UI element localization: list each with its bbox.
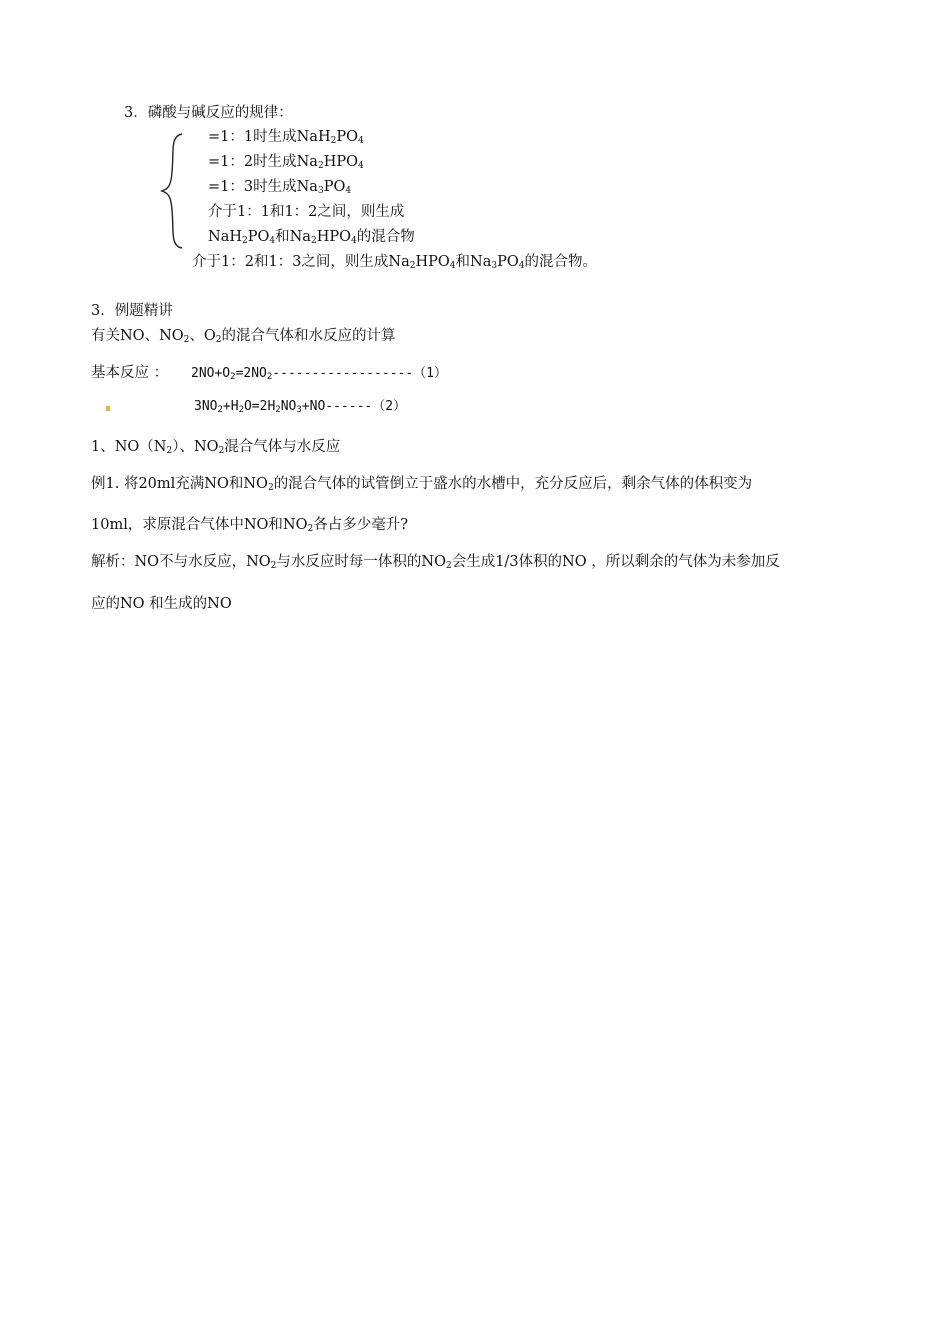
- formula-part: Na: [296, 154, 318, 170]
- subscript: 2: [238, 405, 244, 415]
- example-label: 例1.: [91, 476, 120, 492]
- subscript: 2: [215, 335, 222, 345]
- subscript: 2: [445, 561, 452, 571]
- formula-part: HPO: [415, 254, 450, 270]
- formula-part: Na: [388, 254, 410, 270]
- subscript: 2: [230, 372, 236, 382]
- ratio-rule-6: [192, 253, 597, 271]
- formula-part: NaH: [296, 129, 331, 145]
- ratio-rule-5: [208, 228, 415, 246]
- equation-text: +NO------（2）: [301, 399, 407, 414]
- subscript: 4: [357, 136, 364, 146]
- subscript: 4: [350, 236, 357, 246]
- subscript: 2: [183, 335, 190, 345]
- analysis-text: 与水反应时每一体积的NO: [276, 554, 446, 570]
- formula-part: Na: [289, 229, 311, 245]
- subscript: 3: [491, 261, 498, 271]
- example-1-line-1: [91, 475, 752, 493]
- subscript: 2: [307, 524, 314, 534]
- subscript: 2: [270, 561, 277, 571]
- topic-text: 、O: [189, 328, 216, 344]
- formula-part: PO: [336, 129, 358, 145]
- subscript: 3: [296, 405, 302, 415]
- subscript: 2: [275, 405, 281, 415]
- analysis-line-2: [91, 595, 232, 613]
- equation-text: NO: [280, 399, 297, 414]
- formula-part: NaH: [208, 229, 242, 245]
- formula-part: HPO: [316, 229, 351, 245]
- phosphoric-heading: [124, 104, 293, 122]
- subscript: 2: [166, 446, 173, 456]
- subscript: 4: [357, 161, 364, 171]
- subscript: 4: [269, 236, 276, 246]
- equation-text: +H: [222, 399, 239, 414]
- example-text: 的混合气体的试管倒立于盛水的水槽中，充分反应后，剩余气体的体积变为: [273, 476, 753, 492]
- subscript: 4: [449, 261, 456, 271]
- subscript: 3: [317, 186, 324, 196]
- subscript: 2: [409, 261, 416, 271]
- rule-text: =1：1时生成: [208, 129, 297, 145]
- example-text: 各占多少毫升?: [313, 517, 409, 533]
- subscript: 2: [317, 161, 324, 171]
- subheading-text: 混合气体与水反应: [224, 439, 341, 455]
- equation-text: 3NO: [194, 399, 218, 414]
- example-text: 10ml，求原混合气体中NO和NO: [91, 517, 308, 533]
- subheading-text: 1、NO（N: [91, 439, 167, 455]
- ratio-rule-4: [208, 203, 404, 221]
- topic-text: 有关NO、NO: [91, 328, 184, 344]
- ratio-rule-2: [208, 153, 364, 171]
- label-text: 基本反应 ：: [91, 365, 169, 381]
- rule-text: =1：3时生成: [208, 179, 297, 195]
- example-1-line-2: [91, 516, 408, 534]
- equation-1: [191, 365, 447, 383]
- formula-part: PO: [497, 254, 519, 270]
- rule-text: 介于1：2和1：3之间，则生成: [192, 254, 389, 270]
- subscript: 4: [518, 261, 525, 271]
- topic-text: 的混合气体和水反应的计算: [221, 328, 396, 344]
- ratio-rule-1: [208, 128, 364, 146]
- analysis-text: 应的NO 和生成的NO: [91, 596, 232, 612]
- formula-part: PO: [247, 229, 270, 245]
- subheading-line: [91, 438, 340, 456]
- formula-part: PO: [323, 179, 346, 195]
- subscript: 4: [345, 186, 352, 196]
- subscript: 2: [310, 236, 317, 246]
- equation-text: 2NO+O: [191, 366, 231, 381]
- example-text: 将20ml充满NO和NO: [119, 476, 268, 492]
- rule-text: =1：2时生成: [208, 154, 297, 170]
- subscript: 2: [266, 372, 273, 382]
- subscript: 2: [217, 405, 223, 415]
- equation-2: [194, 398, 406, 416]
- heading-text: 3．例题精讲: [91, 303, 173, 319]
- analysis-line-1: [91, 553, 780, 571]
- subscript: 2: [218, 446, 225, 456]
- subscript: 2: [241, 236, 248, 246]
- formula-part: Na: [470, 254, 492, 270]
- heading-text: 3．磷酸与碱反应的规律：: [124, 105, 293, 121]
- analysis-text: 解析：NO不与水反应，NO: [91, 554, 271, 570]
- formula-part: Na: [296, 179, 318, 195]
- subheading-text: ）、NO: [172, 439, 219, 455]
- basic-reaction-label: [91, 364, 168, 382]
- curly-brace-icon: [160, 132, 190, 250]
- equation-text: =2NO: [235, 366, 267, 381]
- ratio-rule-3: [208, 178, 351, 196]
- rule-text: 介于1：1和1：2之间，则生成: [208, 204, 405, 220]
- examples-heading: [91, 302, 173, 320]
- formula-part: HPO: [323, 154, 358, 170]
- subscript: 2: [267, 483, 274, 493]
- rule-text: 的混合物: [356, 229, 415, 245]
- rule-text: 和: [275, 229, 290, 245]
- equation-text: O=2H: [243, 399, 276, 414]
- rule-text: 的混合物。: [524, 254, 597, 270]
- subscript: 2: [330, 136, 337, 146]
- analysis-text: 会生成1/3体积的NO ，所以剩余的气体为未参加反: [451, 554, 780, 570]
- topic-line: [91, 327, 396, 345]
- marker-dot: [106, 406, 110, 411]
- rule-text: 和: [455, 254, 471, 270]
- equation-text: ------------------（1）: [272, 366, 448, 381]
